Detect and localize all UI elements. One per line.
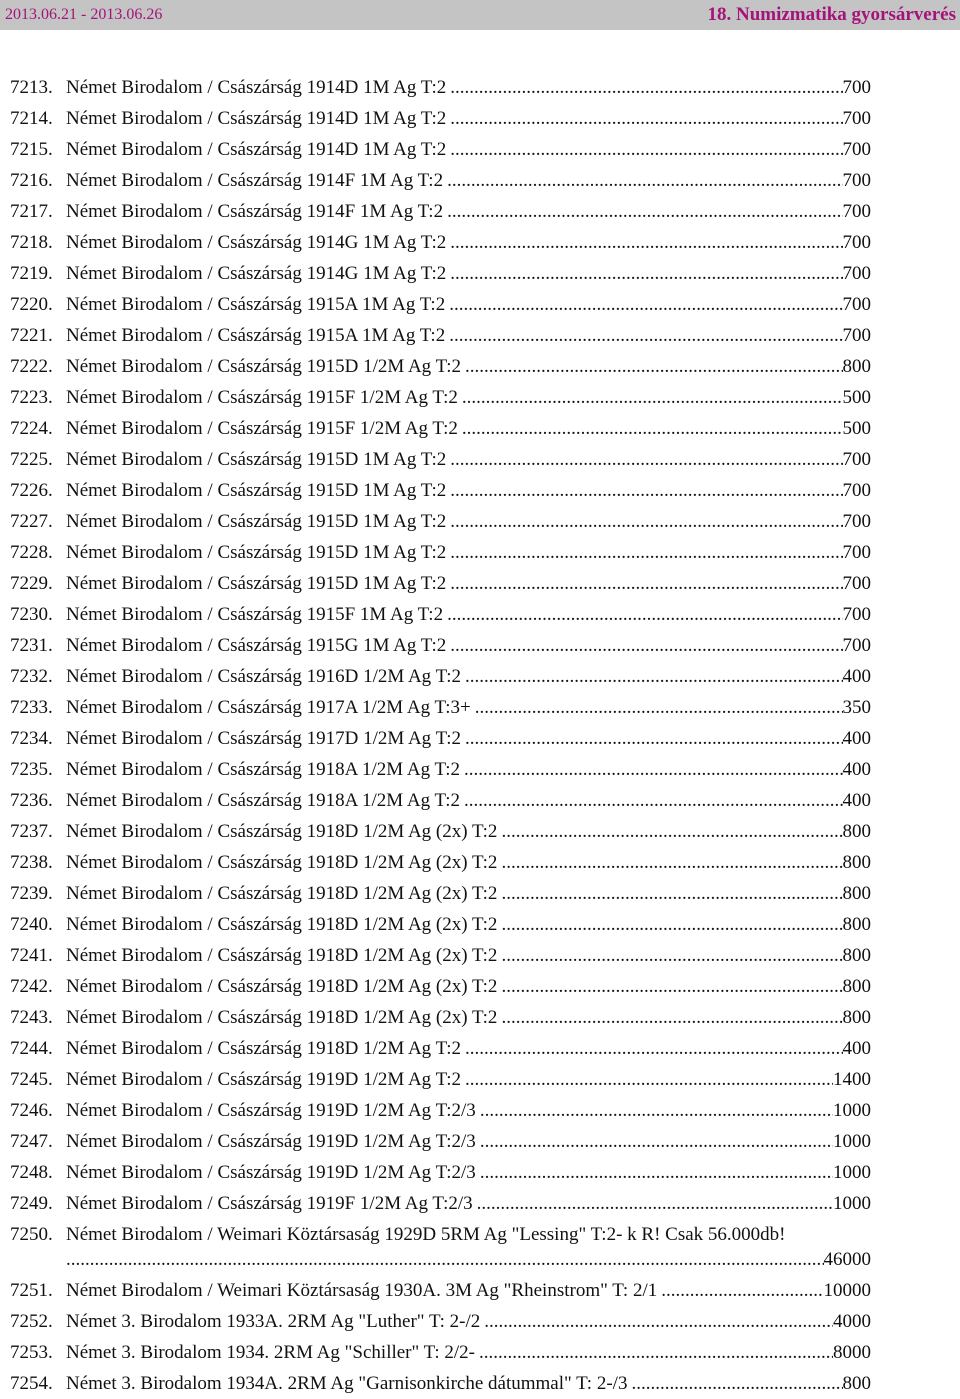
leader-dots xyxy=(465,351,842,382)
lot-row xyxy=(0,537,960,568)
lot-row xyxy=(0,692,960,723)
lot-row xyxy=(0,785,960,816)
lot-number: 7250. xyxy=(10,1224,53,1245)
leader-dots xyxy=(477,1188,833,1219)
leader-dots xyxy=(480,1157,833,1188)
lot-price: 400 xyxy=(842,759,871,780)
lot-number: 7254. xyxy=(10,1373,53,1394)
leader-dots xyxy=(447,599,842,630)
lot-line xyxy=(66,382,871,413)
leader-dots xyxy=(464,754,843,785)
lot-row xyxy=(0,1002,960,1033)
lot-row xyxy=(0,1337,960,1368)
lot-description: Német Birodalom / Császárság 1915G 1M Ag T:2 xyxy=(66,635,447,656)
lot-description: Német Birodalom / Császárság 1919D 1/2M Ag T:2/3 xyxy=(66,1162,476,1183)
lot-line xyxy=(66,134,871,165)
lot-number: 7237. xyxy=(10,821,53,842)
lot-price-line xyxy=(66,1244,871,1275)
lot-row xyxy=(0,723,960,754)
lot-price: 700 xyxy=(842,201,871,222)
lot-line xyxy=(66,878,871,909)
lot-number: 7216. xyxy=(10,170,53,191)
lot-line xyxy=(66,1002,871,1033)
lot-description: Német Birodalom / Császárság 1915D 1M Ag T:2 xyxy=(66,573,447,594)
lot-price: 10000 xyxy=(823,1280,871,1301)
leader-dots xyxy=(475,692,843,723)
lot-number: 7236. xyxy=(10,790,53,811)
lot-line xyxy=(66,72,871,103)
lot-line xyxy=(66,1188,871,1219)
lot-price: 800 xyxy=(842,1007,871,1028)
lot-description: Német Birodalom / Császárság 1918D 1/2M Ag (2x) T:2 xyxy=(66,914,498,935)
leader-dots xyxy=(447,165,842,196)
lot-line xyxy=(66,475,871,506)
lot-line xyxy=(66,196,871,227)
lot-line xyxy=(66,1126,871,1157)
lot-number: 7223. xyxy=(10,387,53,408)
lot-number: 7218. xyxy=(10,232,53,253)
lot-line xyxy=(66,1033,871,1064)
lot-price: 400 xyxy=(842,1038,871,1059)
lot-number: 7222. xyxy=(10,356,53,377)
lot-number: 7221. xyxy=(10,325,53,346)
lot-description: Német Birodalom / Császárság 1915D 1M Ag T:2 xyxy=(66,511,447,532)
leader-dots xyxy=(631,1368,842,1399)
lot-row xyxy=(0,382,960,413)
lot-description: Német Birodalom / Császárság 1918A 1/2M Ag T:2 xyxy=(66,790,460,811)
leader-dots xyxy=(464,785,843,816)
lot-row xyxy=(0,568,960,599)
lot-description: Német Birodalom / Császárság 1914F 1M Ag T:2 xyxy=(66,201,444,222)
lot-price: 1000 xyxy=(833,1100,871,1121)
lot-price: 700 xyxy=(842,170,871,191)
lot-number: 7220. xyxy=(10,294,53,315)
catalog-title: 18. Numizmatika gyorsárverés xyxy=(707,4,956,25)
lot-number: 7231. xyxy=(10,635,53,656)
lot-row xyxy=(0,940,960,971)
lot-price: 400 xyxy=(842,666,871,687)
lot-description: Német Birodalom / Császárság 1914D 1M Ag T:2 xyxy=(66,108,447,129)
lot-description: Német Birodalom / Császárság 1914G 1M Ag T:2 xyxy=(66,232,447,253)
lot-price: 700 xyxy=(842,77,871,98)
leader-dots xyxy=(465,723,842,754)
leader-dots xyxy=(450,630,842,661)
lot-description: Német Birodalom / Császárság 1915D 1M Ag T:2 xyxy=(66,449,447,470)
lot-price: 800 xyxy=(842,1373,871,1394)
lot-number: 7224. xyxy=(10,418,53,439)
lot-row xyxy=(0,196,960,227)
lot-number: 7251. xyxy=(10,1280,53,1301)
lot-number: 7234. xyxy=(10,728,53,749)
lot-price: 1000 xyxy=(833,1131,871,1152)
lot-list xyxy=(0,72,960,1399)
lot-description: Német 3. Birodalom 1933A. 2RM Ag "Luther" T: 2-/2 xyxy=(66,1311,481,1332)
lot-number: 7233. xyxy=(10,697,53,718)
lot-description: Német Birodalom / Császárság 1919D 1/2M Ag T:2/3 xyxy=(66,1100,476,1121)
lot-number: 7214. xyxy=(10,108,53,129)
lot-line xyxy=(66,1368,871,1399)
lot-row xyxy=(0,351,960,382)
lot-number: 7219. xyxy=(10,263,53,284)
lot-number: 7247. xyxy=(10,1131,53,1152)
lot-row xyxy=(0,289,960,320)
leader-dots xyxy=(450,568,842,599)
lot-price: 800 xyxy=(842,852,871,873)
lot-line xyxy=(66,227,871,258)
lot-line xyxy=(66,165,871,196)
lot-row xyxy=(0,1064,960,1095)
lot-number: 7235. xyxy=(10,759,53,780)
leader-dots xyxy=(450,258,842,289)
lot-row xyxy=(0,134,960,165)
lot-line xyxy=(66,568,871,599)
lot-description: Német Birodalom / Császárság 1917D 1/2M Ag T:2 xyxy=(66,728,462,749)
lot-row xyxy=(0,165,960,196)
lot-row xyxy=(0,227,960,258)
lot-description: Német Birodalom / Császárság 1919F 1/2M Ag T:2/3 xyxy=(66,1193,473,1214)
lot-description: Német 3. Birodalom 1934. 2RM Ag "Schiller" T: 2/2- xyxy=(66,1342,475,1363)
leader-dots xyxy=(480,1095,833,1126)
lot-description: Német Birodalom / Császárság 1918D 1/2M Ag (2x) T:2 xyxy=(66,821,498,842)
lot-row xyxy=(0,103,960,134)
lot-line xyxy=(66,444,871,475)
lot-description: Német Birodalom / Császárság 1919D 1/2M Ag T:2 xyxy=(66,1069,462,1090)
leader-dots xyxy=(480,1126,833,1157)
leader-dots xyxy=(449,320,842,351)
lot-description: Német Birodalom / Császárság 1914G 1M Ag T:2 xyxy=(66,263,447,284)
lot-row xyxy=(0,630,960,661)
lot-number: 7230. xyxy=(10,604,53,625)
leader-dots xyxy=(484,1306,833,1337)
lot-price: 1000 xyxy=(833,1193,871,1214)
leader-dots xyxy=(465,1033,842,1064)
lot-price: 700 xyxy=(842,604,871,625)
leader-dots xyxy=(501,1002,842,1033)
lot-line xyxy=(66,1337,871,1368)
lot-row xyxy=(0,847,960,878)
leader-dots xyxy=(465,661,842,692)
lot-row xyxy=(0,909,960,940)
lot-line xyxy=(66,1157,871,1188)
leader-dots xyxy=(450,103,842,134)
lot-description: Német Birodalom / Császárság 1917A 1/2M Ag T:3+ xyxy=(66,697,471,718)
lot-line xyxy=(66,506,871,537)
lot-description: Német Birodalom / Császárság 1918D 1/2M Ag (2x) T:2 xyxy=(66,883,498,904)
leader-dots xyxy=(450,227,842,258)
lot-row xyxy=(0,661,960,692)
lot-row xyxy=(0,754,960,785)
lot-line xyxy=(66,661,871,692)
lot-description: Német Birodalom / Császárság 1918D 1/2M Ag (2x) T:2 xyxy=(66,945,498,966)
lot-description: Német Birodalom / Császárság 1915D 1M Ag T:2 xyxy=(66,480,447,501)
lot-row xyxy=(0,971,960,1002)
lot-description: Német Birodalom / Császárság 1918D 1/2M Ag (2x) T:2 xyxy=(66,1007,498,1028)
leader-dots xyxy=(501,971,842,1002)
lot-row xyxy=(0,1368,960,1399)
lot-price: 800 xyxy=(842,976,871,997)
lot-price: 700 xyxy=(842,108,871,129)
lot-line xyxy=(66,909,871,940)
lot-row xyxy=(0,1306,960,1337)
leader-dots xyxy=(465,1064,833,1095)
lot-number: 7227. xyxy=(10,511,53,532)
leader-dots xyxy=(501,940,842,971)
lot-row xyxy=(0,1095,960,1126)
lot-row xyxy=(0,816,960,847)
lot-number: 7229. xyxy=(10,573,53,594)
lot-row xyxy=(0,878,960,909)
lot-price: 700 xyxy=(842,480,871,501)
lot-description: Német Birodalom / Császárság 1918D 1/2M Ag T:2 xyxy=(66,1038,462,1059)
lot-number: 7213. xyxy=(10,77,53,98)
lot-row xyxy=(0,599,960,630)
lot-line xyxy=(66,103,871,134)
lot-line xyxy=(66,599,871,630)
lot-description: Német Birodalom / Császárság 1916D 1/2M Ag T:2 xyxy=(66,666,462,687)
lot-number: 7240. xyxy=(10,914,53,935)
lot-number: 7225. xyxy=(10,449,53,470)
lot-description: Német Birodalom / Császárság 1914D 1M Ag T:2 xyxy=(66,77,447,98)
lot-line xyxy=(66,692,871,723)
lot-price: 46000 xyxy=(823,1249,871,1270)
lot-line xyxy=(66,816,871,847)
lot-row xyxy=(0,1275,960,1306)
page-header xyxy=(0,0,960,30)
leader-dots xyxy=(450,444,842,475)
lot-number: 7245. xyxy=(10,1069,53,1090)
lot-price: 700 xyxy=(842,294,871,315)
lot-row xyxy=(0,1157,960,1188)
lot-description: Német Birodalom / Császárság 1915D 1/2M Ag T:2 xyxy=(66,356,462,377)
lot-line xyxy=(66,940,871,971)
lot-description: Német Birodalom / Császárság 1914D 1M Ag T:2 xyxy=(66,139,447,160)
lot-price: 700 xyxy=(842,542,871,563)
lot-row xyxy=(0,413,960,444)
lot-row xyxy=(0,1126,960,1157)
lot-line xyxy=(66,1064,871,1095)
lot-price: 500 xyxy=(842,387,871,408)
leader-dots xyxy=(479,1337,833,1368)
lot-price: 700 xyxy=(842,511,871,532)
lot-row xyxy=(0,444,960,475)
lot-price: 800 xyxy=(842,945,871,966)
lot-price: 400 xyxy=(842,790,871,811)
leader-dots xyxy=(450,134,842,165)
lot-line xyxy=(66,537,871,568)
leader-dots xyxy=(661,1275,823,1306)
lot-description: Német Birodalom / Császárság 1915F 1/2M Ag T:2 xyxy=(66,387,458,408)
lot-line xyxy=(66,785,871,816)
lot-row xyxy=(0,1188,960,1219)
lot-description: Német Birodalom / Weimari Köztársaság 1929D 5RM Ag "Lessing" T:2- k R! Csak 56.000db! xyxy=(66,1224,786,1245)
lot-price: 800 xyxy=(842,914,871,935)
leader-dots xyxy=(449,289,842,320)
lot-description: Német Birodalom / Császárság 1915D 1M Ag T:2 xyxy=(66,542,447,563)
lot-line xyxy=(66,723,871,754)
lot-price: 700 xyxy=(842,573,871,594)
lot-description: Német Birodalom / Császárság 1915F 1/2M Ag T:2 xyxy=(66,418,458,439)
lot-number: 7248. xyxy=(10,1162,53,1183)
leader-dots xyxy=(450,537,842,568)
lot-price: 500 xyxy=(842,418,871,439)
lot-description: Német Birodalom / Császárság 1918D 1/2M Ag (2x) T:2 xyxy=(66,852,498,873)
lot-number: 7228. xyxy=(10,542,53,563)
lot-number: 7242. xyxy=(10,976,53,997)
leader-dots xyxy=(501,909,842,940)
lot-row xyxy=(0,475,960,506)
leader-dots xyxy=(462,382,843,413)
lot-price: 1000 xyxy=(833,1162,871,1183)
lot-price: 700 xyxy=(842,263,871,284)
lot-line xyxy=(66,754,871,785)
lot-price: 800 xyxy=(842,356,871,377)
lot-row xyxy=(0,1033,960,1064)
lot-price: 1400 xyxy=(833,1069,871,1090)
lot-number: 7246. xyxy=(10,1100,53,1121)
lot-line xyxy=(66,630,871,661)
lot-description: Német Birodalom / Császárság 1918A 1/2M Ag T:2 xyxy=(66,759,460,780)
lot-description: Német Birodalom / Császárság 1915F 1M Ag T:2 xyxy=(66,604,444,625)
lot-number: 7217. xyxy=(10,201,53,222)
lot-line xyxy=(66,351,871,382)
lot-price: 700 xyxy=(842,449,871,470)
lot-line xyxy=(66,971,871,1002)
lot-number: 7232. xyxy=(10,666,53,687)
lot-price: 4000 xyxy=(833,1311,871,1332)
leader-dots xyxy=(501,816,842,847)
lot-description: Német Birodalom / Császárság 1915A 1M Ag T:2 xyxy=(66,294,446,315)
leader-dots xyxy=(66,1244,824,1275)
lot-number: 7243. xyxy=(10,1007,53,1028)
lot-price: 700 xyxy=(842,325,871,346)
lot-number: 7239. xyxy=(10,883,53,904)
lot-description: Német 3. Birodalom 1934A. 2RM Ag "Garnisonkirche dátummal" T: 2-/3 xyxy=(66,1373,628,1394)
leader-dots xyxy=(450,475,842,506)
lot-row xyxy=(0,320,960,351)
date-range: 2013.06.21 - 2013.06.26 xyxy=(5,6,163,23)
lot-row xyxy=(0,506,960,537)
lot-price: 800 xyxy=(842,883,871,904)
lot-description: Német Birodalom / Császárság 1915A 1M Ag T:2 xyxy=(66,325,446,346)
lot-price: 400 xyxy=(842,728,871,749)
lot-number: 7249. xyxy=(10,1193,53,1214)
lot-price: 700 xyxy=(842,139,871,160)
lot-line xyxy=(66,1306,871,1337)
lot-number: 7252. xyxy=(10,1311,53,1332)
lot-number: 7238. xyxy=(10,852,53,873)
leader-dots xyxy=(447,196,842,227)
lot-line xyxy=(66,1275,871,1306)
lot-line xyxy=(66,289,871,320)
leader-dots xyxy=(450,506,842,537)
leader-dots xyxy=(462,413,843,444)
leader-dots xyxy=(501,878,842,909)
lot-number: 7253. xyxy=(10,1342,53,1363)
lot-price: 700 xyxy=(842,635,871,656)
lot-line xyxy=(66,320,871,351)
lot-description: Német Birodalom / Császárság 1914F 1M Ag T:2 xyxy=(66,170,444,191)
lot-number: 7215. xyxy=(10,139,53,160)
lot-price: 700 xyxy=(842,232,871,253)
lot-number: 7226. xyxy=(10,480,53,501)
lot-line xyxy=(66,1095,871,1126)
lot-row xyxy=(0,72,960,103)
leader-dots xyxy=(450,72,842,103)
lot-number: 7244. xyxy=(10,1038,53,1059)
lot-description: Német Birodalom / Weimari Köztársaság 1930A. 3M Ag "Rheinstrom" T: 2/1 xyxy=(66,1280,658,1301)
lot-row xyxy=(0,258,960,289)
lot-number: 7241. xyxy=(10,945,53,966)
lot-price: 8000 xyxy=(833,1342,871,1363)
lot-price: 800 xyxy=(842,821,871,842)
leader-dots xyxy=(501,847,842,878)
lot-row xyxy=(0,1219,960,1275)
lot-price: 350 xyxy=(842,697,871,718)
lot-line xyxy=(66,413,871,444)
lot-description: Német Birodalom / Császárság 1919D 1/2M Ag T:2/3 xyxy=(66,1131,476,1152)
lot-line xyxy=(66,847,871,878)
lot-description: Német Birodalom / Császárság 1918D 1/2M Ag (2x) T:2 xyxy=(66,976,498,997)
lot-line xyxy=(66,258,871,289)
